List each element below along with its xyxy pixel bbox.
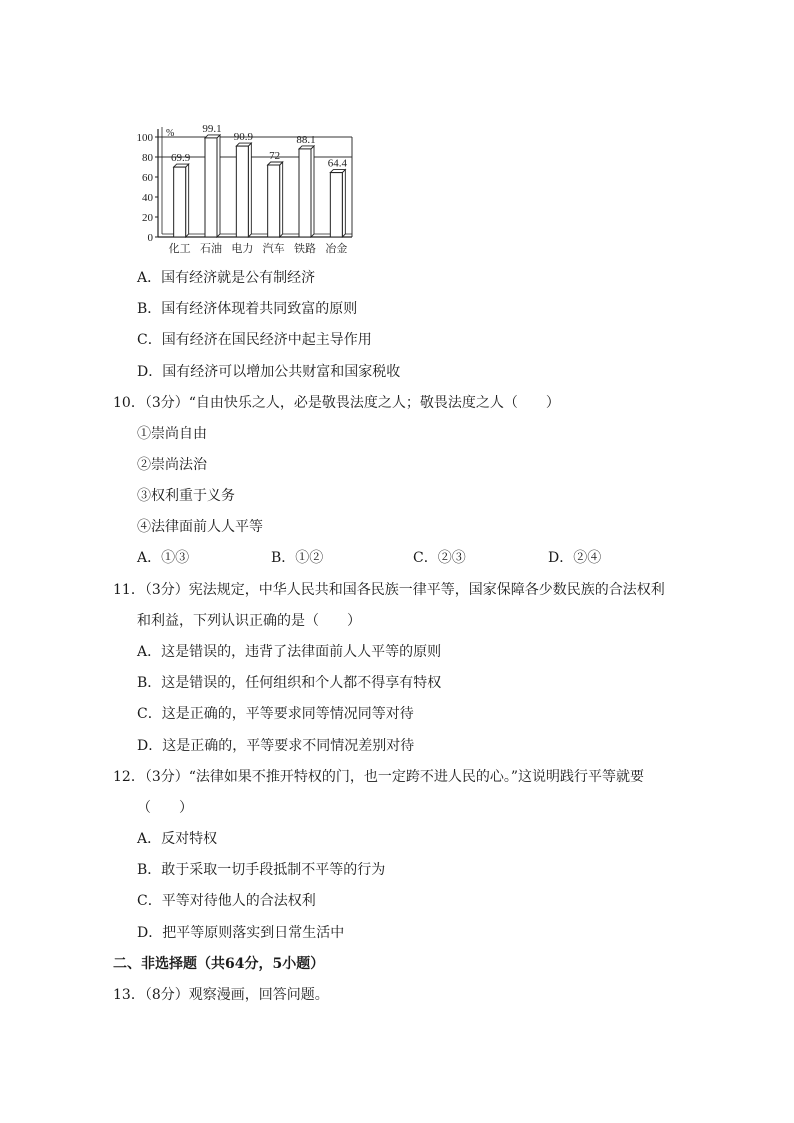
q10-choice-d: D．②④ [548, 550, 602, 566]
y-tick-label-80: 80 [142, 152, 153, 164]
q13-stem: 13．（8分）观察漫画，回答问题。 [113, 987, 329, 1003]
q12-stem-line1: 12．（3分）“法律如果不推开特权的门，也一定跨不进人民的心。”这说明践行平等就要 [113, 769, 645, 785]
category-label-电力: 电力 [231, 243, 254, 255]
q11-option-d: D．这是正确的，平等要求不同情况差别对待 [137, 738, 415, 754]
bar-chart [128, 104, 368, 260]
q12-option-a: A．反对特权 [137, 831, 218, 847]
chart-svg [128, 104, 368, 256]
q9-option-b: B．国有经济体现着共同致富的原则 [137, 301, 358, 317]
q11-option-b: B．这是错误的，任何组织和个人都不得享有特权 [137, 675, 442, 691]
q10-item-2: ②崇尚法治 [137, 457, 207, 473]
q10-choice-b: B．①② [271, 550, 324, 566]
q10-choice-a: A．①③ [137, 550, 190, 566]
bar-电力 [236, 146, 248, 237]
q9-option-c: C．国有经济在国民经济中起主导作用 [137, 332, 372, 348]
category-label-化工: 化工 [168, 243, 191, 255]
bar-铁路 [299, 149, 311, 237]
q9-option-d: D．国有经济可以增加公共财富和国家税收 [137, 364, 401, 380]
unit-label: % [166, 128, 175, 139]
q9-option-a: A．国有经济就是公有制经济 [137, 270, 316, 286]
category-label-冶金: 冶金 [325, 243, 348, 255]
q12-option-d: D．把平等原则落实到日常生活中 [137, 925, 345, 941]
q12-stem-line2: （ ） [137, 800, 193, 816]
q12-option-c: C．平等对待他人的合法权利 [137, 893, 316, 909]
value-label-电力: 90.9 [233, 131, 253, 144]
y-tick-label-100: 100 [136, 132, 153, 144]
value-label-冶金: 64.4 [327, 157, 347, 170]
q11-stem-line2: 和利益，下列认识正确的是（ ） [137, 613, 361, 629]
bar-汽车 [268, 165, 280, 237]
q10-item-3: ③权利重于义务 [137, 488, 235, 504]
q12-option-b: B．敢于采取一切手段抵制不平等的行为 [137, 862, 386, 878]
bar-冶金 [330, 173, 342, 237]
y-tick-label-40: 40 [142, 192, 153, 204]
q11-stem-line1: 11．（3分）宪法规定，中华人民共和国各民族一律平等，国家保障各少数民族的合法权利 [113, 582, 665, 598]
value-label-汽车: 72 [269, 150, 281, 162]
bar-石油 [205, 138, 217, 237]
category-label-石油: 石油 [200, 243, 222, 255]
category-label-铁路: 铁路 [294, 243, 316, 255]
q10-item-1: ①崇尚自由 [137, 426, 207, 442]
y-tick-label-20: 20 [142, 212, 153, 224]
y-tick-label-0: 0 [147, 232, 153, 244]
y-tick-label-60: 60 [142, 172, 153, 184]
q10-choice-c: C．②③ [413, 550, 466, 566]
value-label-石油: 99.1 [202, 122, 222, 135]
value-label-铁路: 88.1 [296, 133, 316, 146]
q11-option-c: C．这是正确的，平等要求同等情况同等对待 [137, 706, 414, 722]
section2-title: 二、非选择题（共64分，5小题） [113, 956, 325, 972]
q10-item-4: ④法律面前人人平等 [137, 519, 263, 535]
category-label-汽车: 汽车 [262, 243, 285, 255]
value-label-化工: 69.9 [171, 152, 191, 165]
q10-stem: 10．（3分）“自由快乐之人，必是敬畏法度之人；敬畏法度之人（ ） [113, 395, 560, 411]
bar-化工 [174, 167, 186, 237]
q11-option-a: A．这是错误的，违背了法律面前人人平等的原则 [137, 644, 442, 660]
